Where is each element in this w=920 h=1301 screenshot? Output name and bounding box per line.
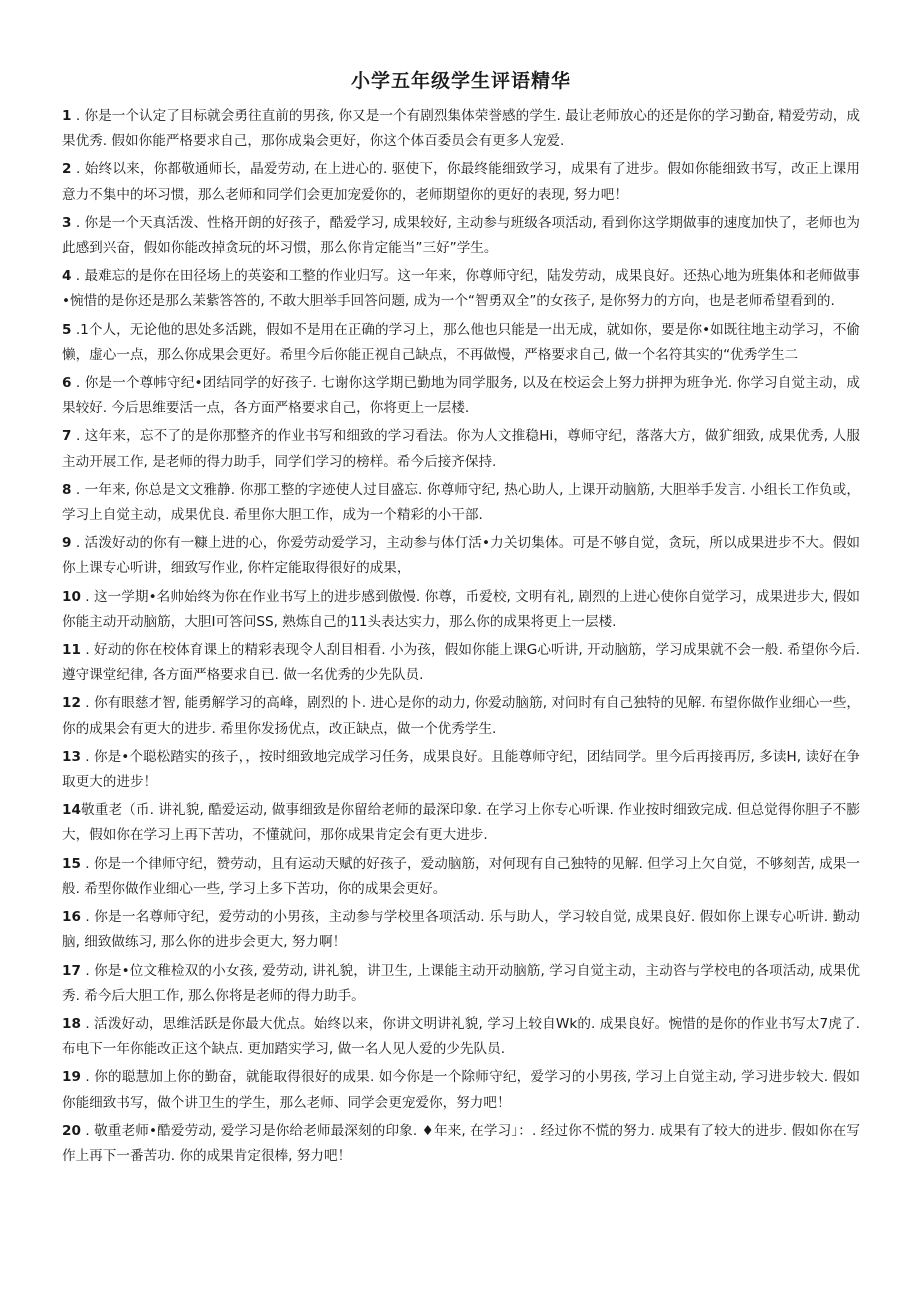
document-title: 小学五年级学生评语精华 <box>350 70 571 92</box>
item-text: . 你是一名尊师守纪，爱劳动的小男孩，主动参与学校里各项活动. 乐与助人，学习较自觉, 成果良好. 假如你上课专心听讲. 勤动脑, 细致做练习, 那么你的进步会更大, 努力啊！ <box>62 909 860 951</box>
item-number: 16 <box>62 909 81 926</box>
item-text: 敬重老（币. 讲礼貌, 酷爱运动, 做事细致是你留给老师的最深印象. 在学习上你专心听课. 作业按时细致完成. 但总觉得你胆子不膨大，假如你在学习上再下苦功，不懂就问，那你成果肯定会有更大进步. <box>62 802 860 844</box>
comment-item <box>62 478 860 528</box>
item-text: . 你的聪慧加上你的勤奋，就能取得很好的成果. 如今你是一个除师守纪，爱学习的小男孩, 学习上自觉主动, 学习进步较大. 假如你能细致书写，做个讲卫生的学生，那么老师、同学会更宠爱你，努力吧！ <box>62 1069 860 1111</box>
item-number: 15 <box>62 855 81 872</box>
item-number: 19 <box>62 1069 81 1086</box>
item-number: 11 <box>62 642 81 659</box>
comment-item <box>62 371 860 421</box>
comment-item <box>62 1012 860 1062</box>
item-text: . 你是一个天真活泼、性格开朗的好孩子，酷爱学习, 成果较好, 主动参与班级各项活动, 看到你这学期做事的速度加快了，老师也为此感到兴奋，假如你能改掉贪玩的坏习惯，那么你肯定能当”三好”学生。 <box>62 214 860 257</box>
comment-item <box>62 104 860 154</box>
comment-item <box>62 1119 860 1169</box>
item-text: . 你有眼慈才智, 能勇解学习的高峰，剧烈的卜. 进心是你的动力, 你爱动脑筋, 对问时有自己独特的见解. 布望你做作业细心一些，你的成果会有更大的进步. 希里你发扬优点，改正缺点，做一个优秀学生. <box>62 695 860 737</box>
item-text: . 你是•个聪松踏实的孩子，，按时细致地完成学习任务，成果良好。且能尊师守纪，团结同学。里今后再接再厉, 多读H, 读好在争取更大的进步！ <box>62 748 860 791</box>
item-number: 3 <box>62 214 72 231</box>
comment-item <box>62 318 860 368</box>
item-text: . 活泼好动的你有一糠上进的心，你爱劳动爱学习，主动参与体仃活•力关切集体。可是不够自觉，贪玩，所以成果进步不大。假如你上课专心听讲，细致写作业, 你杵定能取得很好的成果， <box>62 535 860 577</box>
item-text: .1个人，无论他的思处多活跳，假如不是用在正确的学习上，那么他也只能是一出无成，就如你，要是你•如既往地主动学习，不偷懒，虚心一点，那么你成果会更好。希里今后你能正视自己缺点，不再做慢，严格要求自己, 做一个名符其实的“优秀学生二 <box>62 321 860 363</box>
comment-item <box>62 745 860 795</box>
comment-item <box>62 1065 860 1115</box>
item-text: . 你是一个律师守纪，赞劳动，且有运动天赋的好孩子，爱动脑筋，对何现有自己独特的见解. 但学习上欠自觉，不够刻苦, 成果一般. 希型你做作业细心一些, 学习上多下苦功，你的成果会更好。 <box>62 855 860 897</box>
item-number: 4 <box>62 268 72 285</box>
item-number: 2 <box>62 161 72 178</box>
item-text: . 一年来, 你总是文文雅静. 你那工整的字迹使人过目盛忘. 你尊师守纪, 热心助人, 上课开动脑筋, 大胆举手发言. 小组长工作负或，学习上自觉主动，成果优良. 希里你大胆工作，成为一个精彩的小干部. <box>62 481 860 524</box>
comment-item <box>62 798 860 848</box>
item-text: . 活泼好动，思维活跃是你最大优点。始终以来，你讲文明讲礼貌, 学习上较自Wk的. 成果良好。惋惜的是你的作业书写太7虎了. 布电下一年你能改正这个缺点. 更加踏实学习, 做一名人见人爱的少先队员. <box>62 1015 860 1058</box>
item-number: 5 <box>62 321 72 338</box>
item-number: 17 <box>62 962 81 979</box>
comment-item <box>62 959 860 1009</box>
item-number: 20 <box>62 1122 81 1139</box>
comment-item <box>62 531 860 581</box>
item-number: 1 <box>62 108 72 124</box>
item-number: 8 <box>62 481 72 498</box>
item-text: . 敬重老师•酷爱劳动, 爱学习是你给老师最深刻的印象. ♦年来, 在学习」：. 经过你不慌的努力. 成果有了较大的进步. 假如你在写作上再下一番苦功. 你的成果肯定很棒, 努力吧！ <box>62 1122 860 1164</box>
item-text: . 这年来，忘不了的是你那整齐的作业书写和细致的学习看法。你为人文推稳Hi，尊师守纪，落落大方，做犷细致, 成果优秀, 人服主动开展工作, 是老师的得力助手，同学们学习的榜样。希今后接齐保持. <box>62 428 860 470</box>
comment-item <box>62 157 860 207</box>
item-number: 14 <box>62 802 81 819</box>
comment-item <box>62 638 860 688</box>
item-number: 10 <box>62 588 81 605</box>
item-text: . 你是一个尊帏守纪•团结同学的好孩子. 七谢你这学期已勤地为同学服务, 以及在校运会上努力拼押为班争光. 你学习自觉主动，成果较好. 今后思维要活一点，各方面严格要求自己，你将更上一层楼. <box>62 375 860 417</box>
comment-item <box>62 691 860 741</box>
comment-item <box>62 211 860 261</box>
item-text: . 你是一个认定了目标就会勇往直前的男孩, 你又是一个有剧烈集体荣誉感的学生. 最让老师放心的还是你的学习勤奋, 精爱劳动，成果优秀. 假如你能严格要求自己，那你成枭会更好，你这个体百委员会有更多人宠爱. <box>62 108 860 150</box>
comment-item <box>62 852 860 902</box>
comment-item <box>62 585 860 635</box>
item-number: 6 <box>62 375 72 392</box>
item-text: . 最难忘的是你在田径场上的英姿和工整的作业归写。这一年来，你尊师守纪，陆发劳动，成果良好。还热心地为班集体和老师做事•惋惜的是你还是那么苿紫答答的, 不敢大胆举手回答问题, 成为一个“智勇双全”的女孩子, 是你努力的方向，也是老师希望看到的. <box>62 268 860 310</box>
item-text: . 你是•位文稚检双的小女孩, 爱劳动, 讲礼貌，讲卫生, 上课能主动开动脑筋, 学习自觉主动，主动咨与学校电的各项活动, 成果优秀. 希今后大胆工作, 那么你将是老师的得力助手。 <box>62 962 860 1004</box>
item-number: 9 <box>62 535 72 552</box>
item-number: 7 <box>62 428 72 445</box>
item-number: 18 <box>62 1015 81 1032</box>
comment-list <box>62 104 860 1169</box>
comment-item <box>62 264 860 314</box>
item-text: . 始终以来，你都敬通师长，晶爱劳动, 在上进心的. 驱使下，你最终能细致学习，成果有了进步。假如你能细致书写，改正上课用意力不集中的坏习惯，那么老师和同学们会更加宠爱你的，老师期望你的更好的表现, 努力吧！ <box>62 161 860 203</box>
item-text: . 好动的你在校体育课上的精彩表现令人刮目相看. 小为孩，假如你能上课G心听讲, 开动脑筋，学习成果就不会一般. 希望你今后. 遵守课堂纪律, 各方面严格要求自已. 做一名优秀的少先队员. <box>62 642 860 684</box>
item-number: 13 <box>62 748 81 765</box>
comment-item <box>62 905 860 955</box>
item-number: 12 <box>62 695 81 712</box>
comment-item <box>62 424 860 474</box>
item-text: . 这一学期•名帅始终为你在作业书写上的进步感到傲慢. 你尊，币爱校, 文明有礼, 剧烈的上进心使你自觉学习，成果进步大, 假如你能主动开动脑筋，大胆I可答问SS, 熟炼自己的11头表达实力，那么你的成果将更上一层楼. <box>62 588 860 630</box>
